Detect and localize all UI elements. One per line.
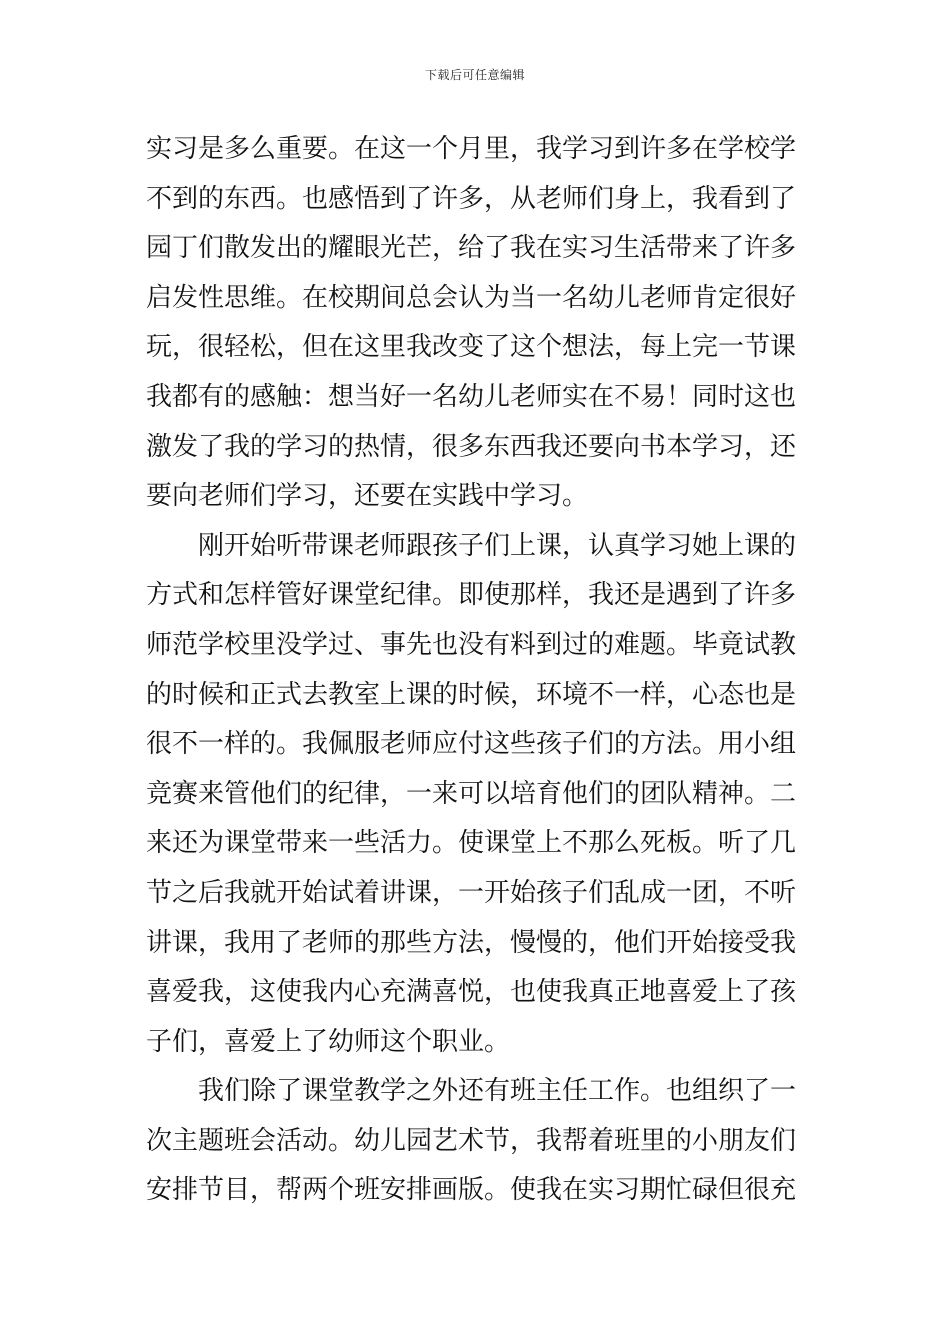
- text-line: 安排节目，帮两个班安排画版。使我在实习期忙碌但很充: [146, 1175, 797, 1206]
- text-line: 次主题班会活动。幼儿园艺术节，我帮着班里的小朋友们: [146, 1125, 797, 1156]
- document-body: [146, 125, 808, 1216]
- text-line: 我都有的感触：想当好一名幼儿老师实在不易！同时这也: [146, 381, 797, 412]
- text-line: 激发了我的学习的热情，很多东西我还要向书本学习，还: [146, 431, 797, 462]
- page-header: 下载后可任意编辑: [424, 68, 525, 82]
- text-line: 节之后我就开始试着讲课，一开始孩子们乱成一团，不听: [146, 877, 797, 908]
- text-line: 竞赛来管他们的纪律，一来可以培育他们的团队精神。二: [146, 778, 797, 809]
- text-line: 实习是多么重要。在这一个月里，我学习到许多在学校学: [146, 134, 797, 164]
- paragraph-start-line: 我们除了课堂教学之外还有班主任工作。也组织了一: [198, 1076, 797, 1107]
- text-line: 师范学校里没学过、事先也没有料到过的难题。毕竟试教: [146, 629, 797, 660]
- text-line: 不到的东西。也感悟到了许多，从老师们身上，我看到了: [146, 183, 797, 214]
- text-line: 要向老师们学习，还要在实践中学习。: [146, 481, 589, 512]
- text-line: 来还为课堂带来一些活力。使课堂上不那么死板。听了几: [146, 828, 797, 859]
- text-line: 园丁们散发出的耀眼光芒，给了我在实习生活带来了许多: [146, 233, 797, 264]
- text-line: 讲课，我用了老师的那些方法，慢慢的，他们开始接受我: [146, 927, 797, 958]
- text-line: 启发性思维。在校期间总会认为当一名幼儿老师肯定很好: [146, 282, 797, 313]
- text-line: 子们，喜爱上了幼师这个职业。: [146, 1026, 511, 1057]
- text-line: 很不一样的。我佩服老师应付这些孩子们的方法。用小组: [146, 729, 797, 760]
- paragraph-start-line: 刚开始听带课老师跟孩子们上课，认真学习她上课的: [198, 530, 797, 561]
- text-line: 的时候和正式去教室上课的时候，环境不一样，心态也是: [146, 679, 797, 710]
- text-line: 玩，很轻松，但在这里我改变了这个想法，每上完一节课: [146, 332, 797, 363]
- text-line: 方式和怎样管好课堂纪律。即使那样，我还是遇到了许多: [146, 580, 797, 611]
- text-line: 喜爱我，这使我内心充满喜悦，也使我真正地喜爱上了孩: [146, 977, 797, 1008]
